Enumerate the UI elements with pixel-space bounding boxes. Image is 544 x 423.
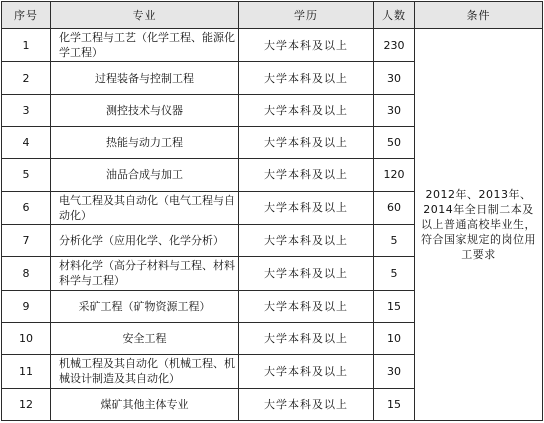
cell-count: 30 (374, 62, 415, 94)
cell-no: 11 (2, 355, 51, 388)
cell-no: 10 (2, 322, 51, 354)
cell-no: 4 (2, 126, 51, 158)
header-count: 人数 (374, 2, 415, 29)
cell-no: 1 (2, 29, 51, 62)
cell-education: 大学本科及以上 (239, 126, 374, 158)
cell-education: 大学本科及以上 (239, 290, 374, 322)
cell-count: 30 (374, 94, 415, 126)
cell-count: 5 (374, 257, 415, 290)
cell-major: 材料化学（高分子材料与工程、材料科学与工程） (51, 257, 239, 290)
cell-no: 6 (2, 191, 51, 224)
cell-education: 大学本科及以上 (239, 159, 374, 191)
recruitment-table (1, 1, 543, 421)
header-education: 学历 (239, 2, 374, 29)
cell-major: 煤矿其他主体专业 (51, 388, 239, 420)
cell-major: 测控技术与仪器 (51, 94, 239, 126)
header-no: 序号 (2, 2, 51, 29)
cell-education: 大学本科及以上 (239, 29, 374, 62)
cell-count: 15 (374, 388, 415, 420)
cell-major: 过程装备与控制工程 (51, 62, 239, 94)
cell-major: 化学工程与工艺（化学工程、能源化学工程） (51, 29, 239, 62)
header-row (2, 2, 543, 29)
cell-education: 大学本科及以上 (239, 191, 374, 224)
cell-no: 12 (2, 388, 51, 420)
cell-major: 安全工程 (51, 322, 239, 354)
cell-count: 50 (374, 126, 415, 158)
cell-count: 120 (374, 159, 415, 191)
cell-major: 分析化学（应用化学、化学分析） (51, 224, 239, 256)
cell-no: 9 (2, 290, 51, 322)
cell-education: 大学本科及以上 (239, 322, 374, 354)
cell-no: 2 (2, 62, 51, 94)
cell-no: 5 (2, 159, 51, 191)
cell-education: 大学本科及以上 (239, 355, 374, 388)
cell-major: 机械工程及其自动化（机械工程、机械设计制造及其自动化） (51, 355, 239, 388)
cell-education: 大学本科及以上 (239, 62, 374, 94)
cell-no: 3 (2, 94, 51, 126)
header-major: 专业 (51, 2, 239, 29)
cell-count: 230 (374, 29, 415, 62)
table-row (2, 29, 543, 62)
cell-major: 电气工程及其自动化（电气工程与自动化） (51, 191, 239, 224)
header-condition: 条件 (415, 2, 543, 29)
cell-condition: 2012年、2013年、2014年全日制二本及以上普通高校毕业生，符合国家规定的岗位用工要求 (415, 29, 543, 421)
cell-major: 热能与动力工程 (51, 126, 239, 158)
cell-count: 10 (374, 322, 415, 354)
cell-count: 5 (374, 224, 415, 256)
cell-count: 30 (374, 355, 415, 388)
cell-major: 采矿工程（矿物资源工程） (51, 290, 239, 322)
cell-no: 8 (2, 257, 51, 290)
cell-no: 7 (2, 224, 51, 256)
cell-count: 60 (374, 191, 415, 224)
cell-education: 大学本科及以上 (239, 224, 374, 256)
cell-major: 油品合成与加工 (51, 159, 239, 191)
cell-education: 大学本科及以上 (239, 94, 374, 126)
cell-education: 大学本科及以上 (239, 388, 374, 420)
cell-count: 15 (374, 290, 415, 322)
cell-education: 大学本科及以上 (239, 257, 374, 290)
